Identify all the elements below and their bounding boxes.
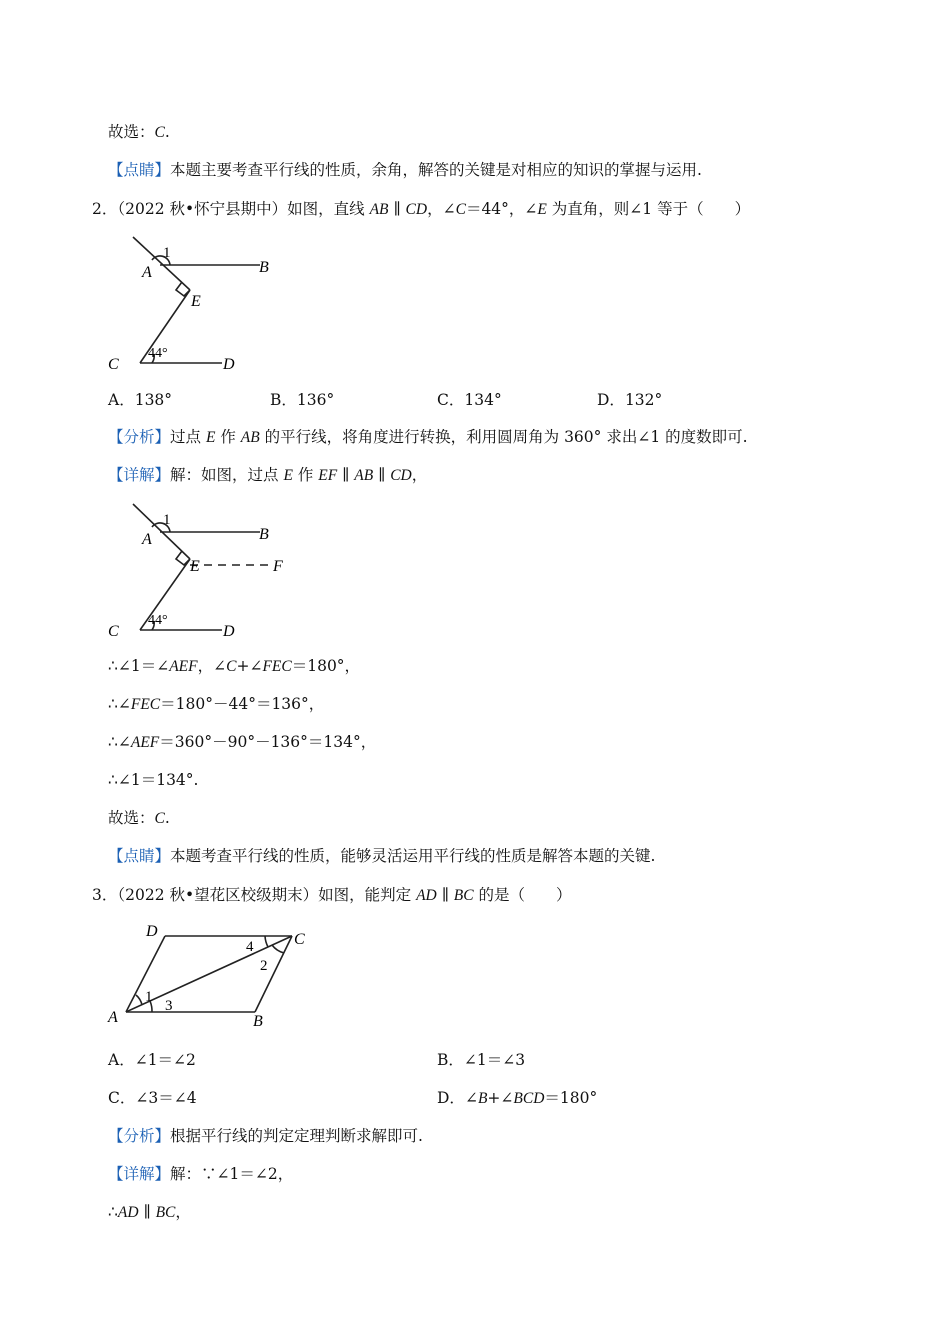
- question-2-figure: [100, 230, 270, 375]
- detail-tag: 【详解】: [108, 466, 171, 484]
- comment-tag: 【点睛】: [108, 847, 171, 865]
- analysis-tag: 【分析】: [108, 428, 171, 446]
- option-c: C．134°: [437, 391, 502, 409]
- label-1: 1: [163, 245, 171, 261]
- question-2-stem: 2．（2022 秋•怀宁县期中）如图，直线 AB ∥ CD，∠C＝44°，∠E 为直角，则∠1 等于（ ）: [92, 200, 751, 218]
- detail-line: 【详解】解：如图，过点 E 作 EF ∥ AB ∥ CD，: [108, 466, 428, 484]
- label-D: D: [223, 623, 235, 640]
- comment-line: 【点睛】本题考查平行线的性质，能够灵活运用平行线的性质是解答本题的关键.: [108, 847, 656, 865]
- option-c: C．∠3＝∠4: [108, 1089, 197, 1107]
- option-b: B．∠1＝∠3: [437, 1051, 526, 1069]
- label-E: E: [191, 293, 201, 310]
- label-angle-3: 3: [165, 998, 173, 1014]
- solution-step-2: ∴∠FEC＝180°－44°＝136°，: [108, 695, 325, 713]
- solution-figure: [100, 497, 300, 642]
- comment-line: 【点睛】本题主要考查平行线的性质，余角，解答的关键是对相应的知识的掌握与运用.: [108, 161, 702, 179]
- solution-step-4: ∴∠1＝134°.: [108, 771, 199, 789]
- solution-step-1: ∴∠1＝∠AEF，∠C+∠FEC＝180°，: [108, 657, 361, 675]
- option-b: B．136°: [270, 391, 335, 409]
- solution-step-1: ∴AD ∥ BC，: [108, 1203, 191, 1221]
- question-3-stem: 3．（2022 秋•望花区校级期末）如图，能判定 AD ∥ BC 的是（ ）: [92, 886, 572, 904]
- label-C: C: [294, 931, 305, 948]
- option-d: D．∠B+∠BCD＝180°: [437, 1089, 598, 1107]
- label-F: F: [273, 558, 283, 575]
- option-a: A．138°: [108, 391, 173, 409]
- label-B: B: [259, 259, 269, 276]
- analysis-line: 【分析】过点 E 作 AB 的平行线，将角度进行转换，利用圆周角为 360° 求出∠1 的度数即可.: [108, 428, 748, 446]
- label-C: C: [108, 356, 119, 373]
- label-A: A: [142, 264, 152, 281]
- detail-line: 【详解】解：∵∠1＝∠2，: [108, 1165, 294, 1183]
- label-angle-4: 4: [246, 939, 254, 955]
- option-a: A．∠1＝∠2: [108, 1051, 196, 1069]
- label-angle-44: 44°: [148, 346, 168, 361]
- label-E: E: [190, 558, 200, 575]
- label-B: B: [259, 526, 269, 543]
- question-3-figure: [100, 918, 320, 1033]
- label-A: A: [142, 531, 152, 548]
- answer-line: 故选：C.: [108, 123, 170, 141]
- option-d: D．132°: [597, 391, 663, 409]
- label-angle-2: 2: [260, 958, 268, 974]
- label-C: C: [108, 623, 119, 640]
- solution-step-3: ∴∠AEF＝360°－90°－136°＝134°，: [108, 733, 377, 751]
- label-angle-1: 1: [145, 989, 153, 1005]
- analysis-line: 【分析】根据平行线的判定定理判断求解即可.: [108, 1127, 423, 1145]
- label-D: D: [146, 923, 158, 940]
- label-1: 1: [163, 512, 171, 528]
- answer-line: 故选：C.: [108, 809, 170, 827]
- analysis-tag: 【分析】: [108, 1127, 171, 1145]
- detail-tag: 【详解】: [108, 1165, 171, 1183]
- label-D: D: [223, 356, 235, 373]
- comment-tag: 【点睛】: [108, 161, 171, 179]
- label-A: A: [108, 1009, 118, 1026]
- label-angle-44: 44°: [148, 613, 168, 628]
- label-B: B: [253, 1013, 263, 1030]
